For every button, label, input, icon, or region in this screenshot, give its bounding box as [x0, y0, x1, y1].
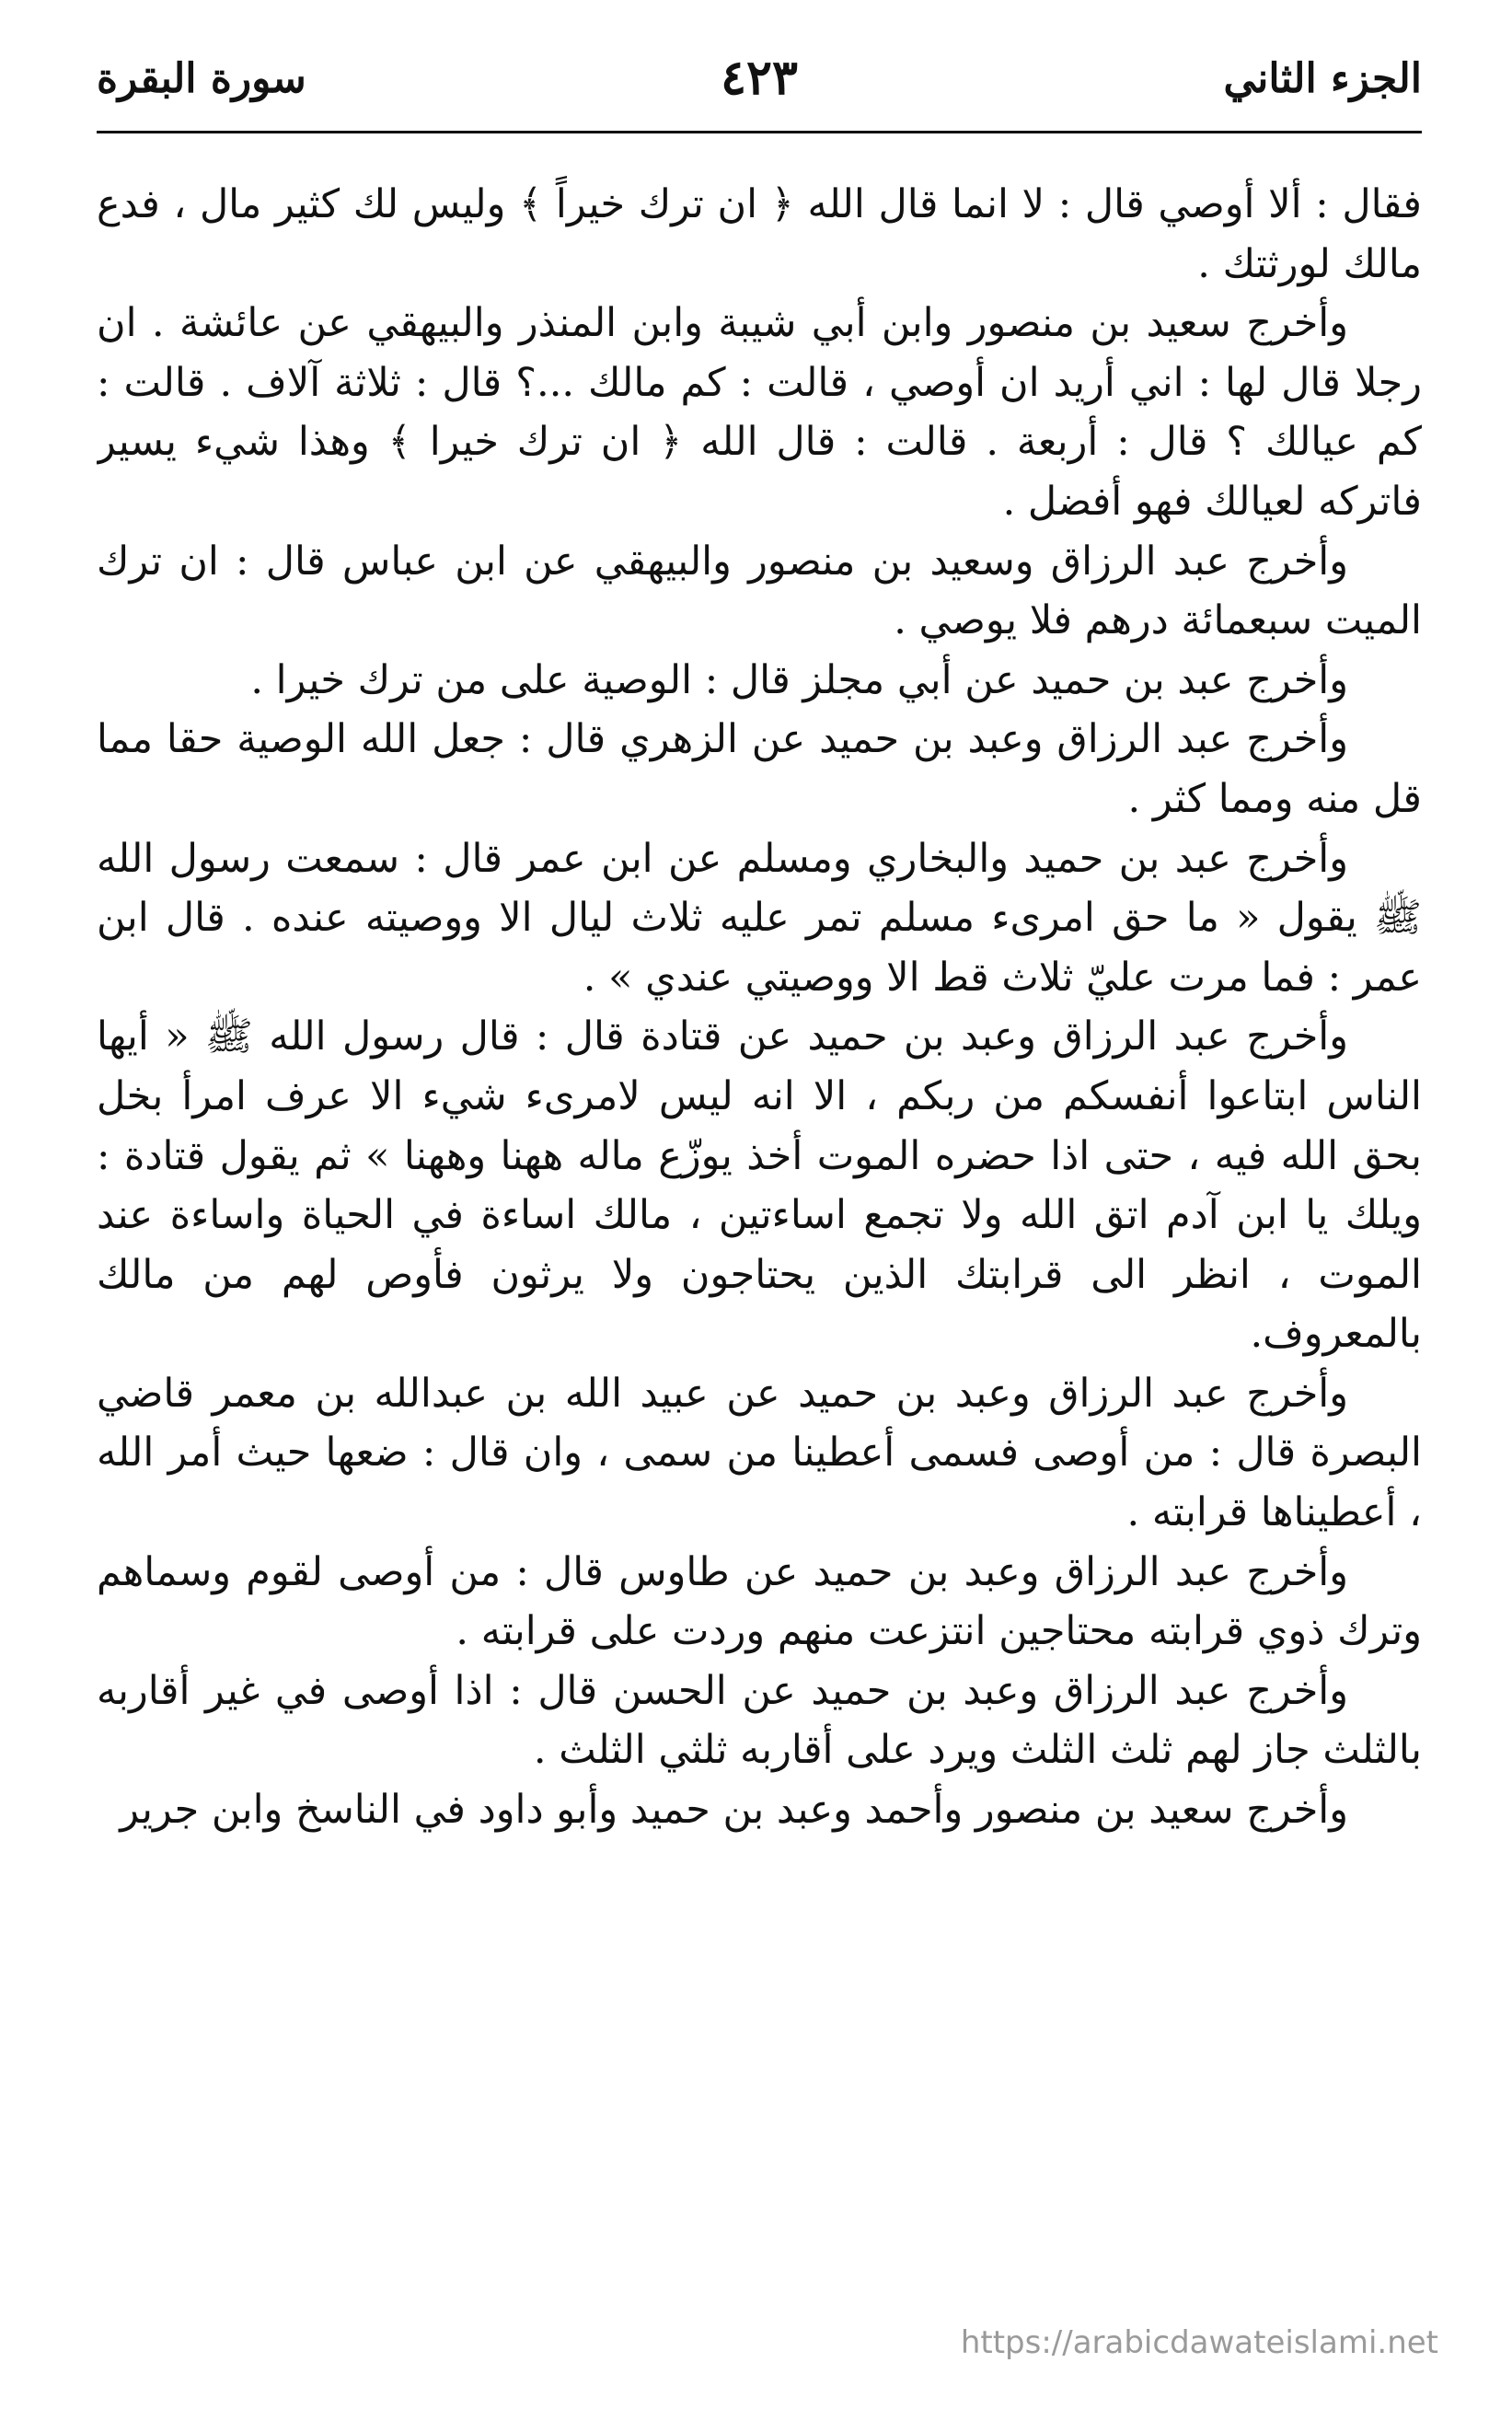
header-surah-title: سورة البقرة — [97, 55, 306, 102]
header-page-number: ٤٢٣ — [721, 50, 798, 106]
paragraph: وأخرج عبد الرزاق وعبد بن حميد عن عبيد الله بن عبدالله بن معمر قاضي البصرة قال : من أوصى فسمى أعطينا من سمى ، وان قال : ضعها حيث أمر الله ، أعطيناها قرابته . — [97, 1370, 1422, 1536]
paragraph: وأخرج سعيد بن منصور وأحمد وعبد بن حميد وأبو داود في الناسخ وابن جرير — [120, 1787, 1348, 1834]
paragraph: وأخرج سعيد بن منصور وابن أبي شيبة وابن المنذر والبيهقي عن عائشة . ان رجلا قال لها : اني أريد ان أوصي ، قالت : كم مالك ...؟ قال : ثلاثة آلاف . قالت : كم عيالك ؟ قال : أربعة . قالت : قال الله ﴿ ان ترك خيرا ﴾ وهذا شيء يسير فاتركه لعيالك فهو أفضل . — [97, 300, 1422, 525]
paragraph: وأخرج عبد بن حميد والبخاري ومسلم عن ابن عمر قال : سمعت رسول الله ﷺ يقول « ما حق امرىء مسلم تمر عليه ثلاث ليال الا ووصيته عنده . قال ابن عمر : فما مرت عليّ ثلاث قط الا ووصيتي عندي » . — [97, 835, 1422, 1001]
paragraph: وأخرج عبد بن حميد عن أبي مجلز قال : الوصية على من ترك خيرا . — [250, 656, 1348, 703]
header-part-title: الجزء الثاني — [1223, 55, 1422, 102]
paragraph: وأخرج عبد الرزاق وعبد بن حميد عن الحسن قال : اذا أوصى في غير أقاربه بالثلث جاز لهم ثلث الثلث ويرد على أقاربه ثلثي الثلث . — [97, 1667, 1422, 1774]
paragraph: وأخرج عبد الرزاق وعبد بن حميد عن قتادة قال : قال رسول الله ﷺ « أيها الناس ابتاعوا أنفسكم من ربكم ، الا انه ليس لامرىء شيء الا عرف امرأ بخل بحق الله فيه ، حتى اذا حضره الموت أخذ يوزّع ماله ههنا وههنا » ثم يقول قتادة : ويلك يا ابن آدم اتق الله ولا تجمع اساءتين ، مالك اساءة في الحياة واساءة عند الموت ، انظر الى قرابتك الذين يحتاجون ولا يرثون فأوص لهم من مالك بالمعروف. — [97, 1013, 1422, 1358]
page-header — [97, 37, 1422, 138]
paragraph: وأخرج عبد الرزاق وعبد بن حميد عن الزهري قال : جعل الله الوصية حقا مما قل منه ومما كثر . — [97, 716, 1422, 822]
watermark-url: https://arabicdawateislami.net — [960, 2324, 1438, 2361]
paragraph: فقال : ألا أوصي قال : لا انما قال الله ﴿ ان ترك خيراً ﴾ وليس لك كثير مال ، فدع مالك لورثتك . — [97, 181, 1422, 287]
header-rule — [97, 131, 1422, 133]
body-text — [97, 175, 1422, 2255]
paragraph: وأخرج عبد الرزاق وسعيد بن منصور والبيهقي عن ابن عباس قال : ان ترك الميت سبعمائة درهم فلا يوصي . — [97, 538, 1422, 644]
paragraph: وأخرج عبد الرزاق وعبد بن حميد عن طاوس قال : من أوصى لقوم وسماهم وترك ذوي قرابته محتاجين انتزعت منهم وردت على قرابته . — [97, 1548, 1422, 1655]
